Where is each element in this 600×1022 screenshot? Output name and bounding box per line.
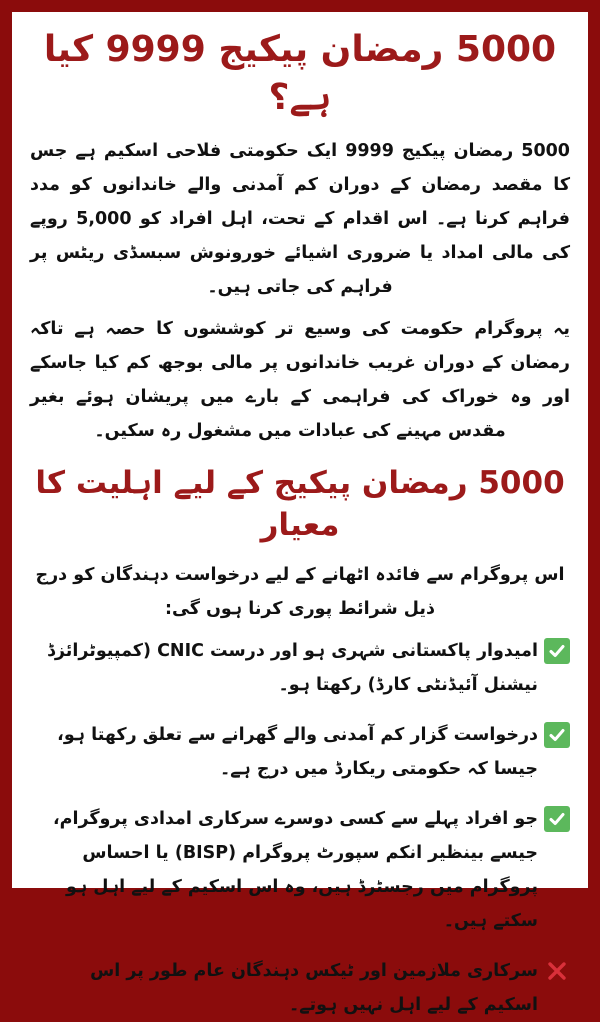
check-icon [544,638,570,664]
eligibility-heading: 5000 رمضان پیکیج کے لیے اہلیت کا معیار [35,465,565,543]
criteria-item [30,718,570,786]
criteria-item [30,802,570,938]
criteria-text: سرکاری ملازمین اور ٹیکس دہندگان عام طور پر اس اسکیم کے لیے اہل نہیں ہوتے۔ [90,961,538,1015]
cross-icon [544,958,570,984]
eligibility-list [30,634,570,1022]
criteria-text: جو افراد پہلے سے کسی دوسرے سرکاری امدادی پروگرام، جیسے بینظیر انکم سپورٹ پروگرام (BISP) یا احساس پروگرام میں رجسٹرڈ ہیں، وہ اس اسکیم کے لیے اہل ہو سکتے ہیں۔ [52,809,538,931]
criteria-text: امیدوار پاکستانی شہری ہو اور درست CNIC (کمپیوٹرائزڈ نیشنل آئیڈنٹی کارڈ) رکھتا ہو۔ [47,641,538,695]
article-card [12,12,588,1015]
criteria-text: درخواست گزار کم آمدنی والے گھرانے سے تعلق رکھتا ہو، جیسا کہ حکومتی ریکارڈ میں درج ہے۔ [57,725,538,779]
intro-paragraph-2: یہ پروگرام حکومت کی وسیع تر کوششوں کا حصہ ہے تاکہ رمضان کے دوران غریب خاندانوں پر مالی بوجھ کم کیا جاسکے اور وہ خوراک کی فراہمی کے بارے میں پریشان ہوئے بغیر مقدس مہینے کی عبادات میں مشغول رہ سکیں۔ [30,319,570,441]
criteria-item [30,634,570,702]
criteria-item [30,954,570,1022]
check-icon [544,722,570,748]
intro-paragraph-1: 5000 رمضان پیکیج 9999 ایک حکومتی فلاحی اسکیم ہے جس کا مقصد رمضان کے دوران کم آمدنی والے خاندانوں کو مدد فراہم کرنا ہے۔ اس اقدام کے تحت، اہل افراد کو 5,000 روپے کی مالی امداد یا ضروری اشیائے خورونوش سبسڈی ریٹس پر فراہم کی جاتی ہیں۔ [30,141,570,297]
eligibility-lead: اس پروگرام سے فائدہ اٹھانے کے لیے درخواست دہندگان کو درج ذیل شرائط پوری کرنا ہوں گی: [35,565,565,619]
check-icon [544,806,570,832]
page-title: 5000 رمضان پیکیج 9999 کیا ہے؟ [43,29,557,118]
